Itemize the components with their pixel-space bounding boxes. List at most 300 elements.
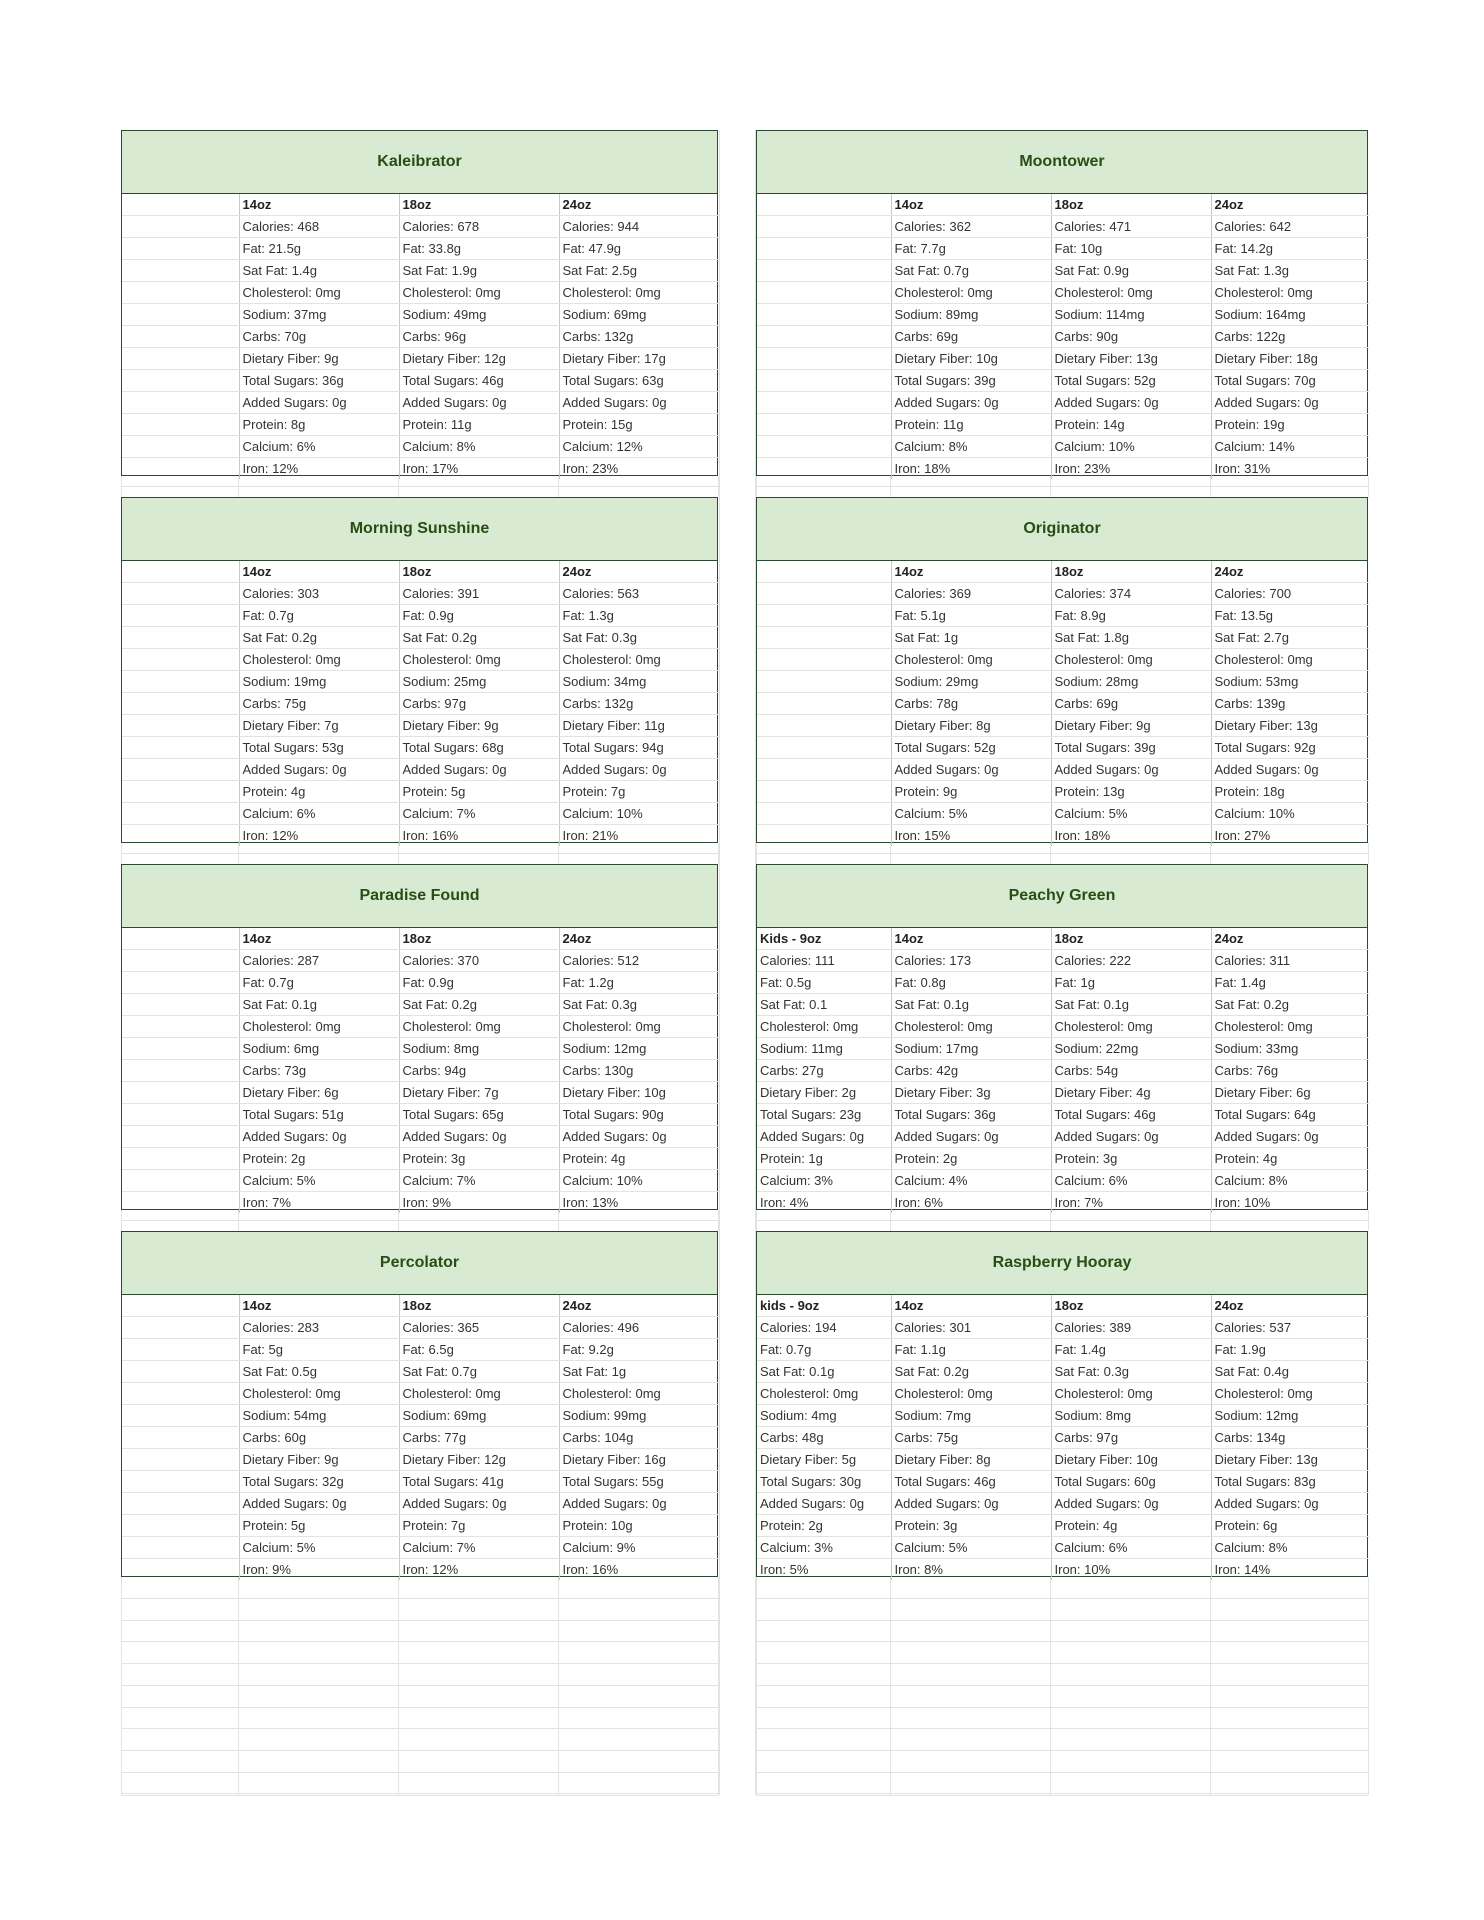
size-label: 14oz [891, 194, 1051, 216]
nutrient-row [122, 759, 719, 781]
nutrient-value: Protein: 5g [399, 781, 559, 803]
nutrient-row [122, 737, 719, 759]
gridline [121, 1707, 718, 1708]
nutrient-row [757, 1515, 1369, 1537]
nutrient-value: Sodium: 12mg [559, 1038, 719, 1060]
empty-cell [122, 216, 239, 238]
gridline [121, 1663, 718, 1664]
nutrient-value: Iron: 10% [1211, 1192, 1369, 1214]
nutrient-value: Calcium: 3% [757, 1537, 891, 1559]
block-title: Percolator [122, 1232, 717, 1295]
nutrient-value: Dietary Fiber: 9g [239, 348, 399, 370]
gridline [121, 1220, 718, 1221]
nutrient-value: Total Sugars: 64g [1211, 1104, 1369, 1126]
nutrient-value: Dietary Fiber: 10g [1051, 1449, 1211, 1471]
empty-cell [122, 1537, 239, 1559]
gridline [121, 486, 718, 487]
nutrient-value: Fat: 47.9g [559, 238, 719, 260]
size-label: 24oz [559, 1295, 719, 1317]
nutrient-value: Calories: 512 [559, 950, 719, 972]
size-label: 14oz [239, 928, 399, 950]
nutrient-value: Sodium: 37mg [239, 304, 399, 326]
gridline [1368, 1210, 1369, 1231]
nutrient-value: Sat Fat: 0.1g [1051, 994, 1211, 1016]
empty-cell [122, 737, 239, 759]
nutrient-row [757, 1339, 1369, 1361]
nutrient-value: Sat Fat: 0.1g [239, 994, 399, 1016]
empty-cell [122, 825, 239, 847]
nutrient-row [122, 1317, 719, 1339]
nutrient-row [757, 759, 1369, 781]
nutrient-value: Calories: 537 [1211, 1317, 1369, 1339]
nutrient-row [757, 1148, 1369, 1170]
nutrient-row [757, 1082, 1369, 1104]
nutrient-row [122, 715, 719, 737]
nutrient-value: Added Sugars: 0g [1211, 759, 1369, 781]
nutrient-value: Carbs: 70g [239, 326, 399, 348]
nutrient-value: Sodium: 4mg [757, 1405, 891, 1427]
empty-cell [122, 1339, 239, 1361]
nutrient-value: Dietary Fiber: 6g [1211, 1082, 1369, 1104]
nutrition-block [756, 1231, 1368, 1577]
size-label: 24oz [1211, 1295, 1369, 1317]
nutrient-value: Cholesterol: 0mg [891, 282, 1051, 304]
gridline [756, 1707, 1368, 1708]
gridline [756, 1220, 1368, 1221]
nutrient-value: Dietary Fiber: 12g [399, 348, 559, 370]
nutrient-row [757, 414, 1369, 436]
nutrient-value: Iron: 14% [1211, 1559, 1369, 1581]
nutrient-value: Sat Fat: 0.3g [1051, 1361, 1211, 1383]
gridline [558, 1577, 559, 1795]
nutrition-table [122, 1295, 719, 1580]
nutrient-value: Fat: 1.3g [559, 605, 719, 627]
nutrient-row [122, 238, 719, 260]
gridline [756, 1210, 757, 1231]
nutrient-value: Iron: 13% [559, 1192, 719, 1214]
empty-cell [122, 928, 239, 950]
empty-cell [757, 583, 891, 605]
empty-cell [122, 194, 239, 216]
nutrient-value: Sat Fat: 0.2g [399, 994, 559, 1016]
nutrient-row [122, 972, 719, 994]
nutrient-value: Calcium: 7% [399, 803, 559, 825]
size-header-row [122, 194, 719, 216]
nutrition-table [757, 928, 1369, 1213]
nutrient-value: Sodium: 25mg [399, 671, 559, 693]
nutrient-value: Iron: 6% [891, 1192, 1051, 1214]
nutrient-value: Protein: 9g [891, 781, 1051, 803]
size-header-row [122, 1295, 719, 1317]
nutrient-value: Dietary Fiber: 9g [239, 1449, 399, 1471]
nutrient-value: Calcium: 8% [891, 436, 1051, 458]
nutrient-row [122, 825, 719, 847]
nutrient-value: Calcium: 5% [239, 1170, 399, 1192]
nutrient-value: Total Sugars: 52g [891, 737, 1051, 759]
nutrient-value: Dietary Fiber: 6g [239, 1082, 399, 1104]
nutrient-value: Total Sugars: 36g [239, 370, 399, 392]
nutrient-row [757, 1104, 1369, 1126]
nutrient-row [122, 1405, 719, 1427]
nutrient-value: Added Sugars: 0g [1051, 1493, 1211, 1515]
nutrient-row [757, 1038, 1369, 1060]
nutrient-row [122, 803, 719, 825]
nutrient-value: Fat: 7.7g [891, 238, 1051, 260]
gridline [121, 1793, 718, 1794]
gridline [121, 1210, 122, 1231]
empty-cell [122, 260, 239, 282]
nutrient-value: Total Sugars: 70g [1211, 370, 1369, 392]
empty-cell [757, 216, 891, 238]
nutrient-value: Fat: 14.2g [1211, 238, 1369, 260]
nutrient-value: Sat Fat: 1.3g [1211, 260, 1369, 282]
size-label: 18oz [1051, 928, 1211, 950]
nutrient-value: Calcium: 8% [1211, 1170, 1369, 1192]
nutrient-row [757, 627, 1369, 649]
size-header-row [757, 561, 1369, 583]
nutrient-value: Dietary Fiber: 7g [399, 1082, 559, 1104]
gridline [1368, 843, 1369, 864]
nutrient-value: Calcium: 10% [1051, 436, 1211, 458]
nutrient-value: Fat: 0.8g [891, 972, 1051, 994]
nutrient-value: Cholesterol: 0mg [757, 1016, 891, 1038]
nutrient-row [757, 803, 1369, 825]
nutrient-value: Sodium: 69mg [399, 1405, 559, 1427]
nutrient-row [122, 605, 719, 627]
nutrient-value: Calcium: 10% [559, 803, 719, 825]
nutrient-value: Added Sugars: 0g [891, 759, 1051, 781]
nutrient-value: Total Sugars: 90g [559, 1104, 719, 1126]
nutrient-value: Total Sugars: 46g [1051, 1104, 1211, 1126]
nutrient-value: Cholesterol: 0mg [239, 1016, 399, 1038]
empty-cell [122, 282, 239, 304]
nutrient-value: Sodium: 6mg [239, 1038, 399, 1060]
empty-cell [757, 803, 891, 825]
nutrient-value: Carbs: 130g [559, 1060, 719, 1082]
nutrient-value: Fat: 5g [239, 1339, 399, 1361]
nutrient-value: Calories: 365 [399, 1317, 559, 1339]
nutrient-value: Cholesterol: 0mg [891, 1383, 1051, 1405]
nutrient-value: Added Sugars: 0g [1051, 759, 1211, 781]
nutrient-value: Sodium: 53mg [1211, 671, 1369, 693]
empty-cell [757, 458, 891, 480]
nutrient-row [757, 458, 1369, 480]
nutrient-value: Carbs: 94g [399, 1060, 559, 1082]
nutrient-value: Protein: 11g [399, 414, 559, 436]
nutrient-row [757, 1405, 1369, 1427]
nutrition-table [122, 928, 719, 1213]
size-label: 24oz [1211, 561, 1369, 583]
block-title: Originator [757, 498, 1367, 561]
size-label: 18oz [399, 1295, 559, 1317]
nutrient-value: Added Sugars: 0g [399, 759, 559, 781]
empty-cell [757, 781, 891, 803]
size-label: 14oz [239, 1295, 399, 1317]
nutrient-value: Added Sugars: 0g [757, 1493, 891, 1515]
nutrient-row [757, 671, 1369, 693]
nutrition-table [757, 1295, 1369, 1580]
nutrient-row [122, 950, 719, 972]
nutrient-value: Sodium: 54mg [239, 1405, 399, 1427]
nutrient-value: Calories: 471 [1051, 216, 1211, 238]
size-label: 18oz [399, 561, 559, 583]
nutrient-value: Carbs: 69g [1051, 693, 1211, 715]
gridline [756, 1793, 1368, 1794]
nutrient-value: Sodium: 28mg [1051, 671, 1211, 693]
nutrition-block [756, 864, 1368, 1210]
nutrient-value: Sat Fat: 0.1g [757, 1361, 891, 1383]
nutrient-row [122, 1515, 719, 1537]
gridline [756, 1598, 1368, 1599]
gridline [398, 476, 399, 497]
empty-cell [122, 1038, 239, 1060]
nutrient-row [122, 392, 719, 414]
nutrient-value: Dietary Fiber: 17g [559, 348, 719, 370]
nutrient-row [757, 972, 1369, 994]
empty-cell [757, 693, 891, 715]
empty-cell [122, 693, 239, 715]
nutrient-row [122, 458, 719, 480]
empty-cell [122, 950, 239, 972]
gridline [756, 1577, 757, 1795]
nutrient-row [757, 282, 1369, 304]
gridline [756, 1685, 1368, 1686]
nutrient-value: Calories: 389 [1051, 1317, 1211, 1339]
gridline [756, 843, 757, 864]
nutrient-value: Calcium: 8% [399, 436, 559, 458]
empty-cell [122, 1126, 239, 1148]
gridline [756, 1620, 1368, 1621]
nutrient-value: Cholesterol: 0mg [891, 649, 1051, 671]
nutrient-value: Protein: 2g [891, 1148, 1051, 1170]
gridline [238, 843, 239, 864]
nutrient-row [757, 605, 1369, 627]
size-label: 14oz [891, 928, 1051, 950]
nutrient-value: Sat Fat: 0.2g [891, 1361, 1051, 1383]
nutrient-value: Carbs: 69g [891, 326, 1051, 348]
nutrient-value: Calcium: 5% [1051, 803, 1211, 825]
empty-cell [757, 348, 891, 370]
nutrient-row [122, 1038, 719, 1060]
nutrient-value: Sat Fat: 0.3g [559, 627, 719, 649]
gridline [1050, 476, 1051, 497]
nutrient-value: Carbs: 139g [1211, 693, 1369, 715]
nutrient-value: Dietary Fiber: 3g [891, 1082, 1051, 1104]
size-label: 18oz [399, 928, 559, 950]
size-header-row [757, 194, 1369, 216]
nutrient-row [757, 1016, 1369, 1038]
nutrient-row [757, 1559, 1369, 1581]
nutrient-value: Carbs: 90g [1051, 326, 1211, 348]
nutrient-row [757, 436, 1369, 458]
gridline [890, 843, 891, 864]
nutrient-value: Dietary Fiber: 9g [1051, 715, 1211, 737]
empty-cell [122, 781, 239, 803]
nutrient-value: Iron: 12% [399, 1559, 559, 1581]
nutrient-value: Total Sugars: 55g [559, 1471, 719, 1493]
empty-cell [757, 759, 891, 781]
nutrient-value: Protein: 2g [757, 1515, 891, 1537]
nutrient-row [757, 1060, 1369, 1082]
nutrient-value: Sat Fat: 0.1g [891, 994, 1051, 1016]
nutrient-value: Added Sugars: 0g [239, 1493, 399, 1515]
nutrient-value: Sodium: 49mg [399, 304, 559, 326]
nutrition-block [756, 130, 1368, 476]
nutrient-value: Fat: 5.1g [891, 605, 1051, 627]
block-title: Peachy Green [757, 865, 1367, 928]
nutrient-value: Added Sugars: 0g [239, 1126, 399, 1148]
nutrient-value: Protein: 3g [891, 1515, 1051, 1537]
nutrient-value: Added Sugars: 0g [559, 1493, 719, 1515]
nutrient-value: Total Sugars: 83g [1211, 1471, 1369, 1493]
gridline [398, 1577, 399, 1795]
empty-cell [122, 1361, 239, 1383]
gridline [756, 853, 1368, 854]
nutrition-block [756, 497, 1368, 843]
nutrient-value: Protein: 10g [559, 1515, 719, 1537]
nutrient-value: Cholesterol: 0mg [1051, 1383, 1211, 1405]
nutrient-value: Sat Fat: 0.1 [757, 994, 891, 1016]
nutrient-value: Sat Fat: 1.4g [239, 260, 399, 282]
nutrient-value: Protein: 3g [1051, 1148, 1211, 1170]
nutrient-value: Added Sugars: 0g [891, 392, 1051, 414]
nutrient-row [122, 216, 719, 238]
empty-cell [122, 1471, 239, 1493]
nutrient-value: Carbs: 76g [1211, 1060, 1369, 1082]
nutrient-value: Cholesterol: 0mg [399, 282, 559, 304]
nutrient-value: Protein: 4g [1051, 1515, 1211, 1537]
empty-cell [122, 1104, 239, 1126]
nutrient-value: Carbs: 134g [1211, 1427, 1369, 1449]
empty-cell [757, 436, 891, 458]
nutrient-value: Cholesterol: 0mg [399, 1016, 559, 1038]
nutrient-value: Sat Fat: 0.7g [891, 260, 1051, 282]
nutrient-row [122, 348, 719, 370]
block-title: Morning Sunshine [122, 498, 717, 561]
nutrient-row [757, 392, 1369, 414]
nutrient-value: Sat Fat: 0.2g [239, 627, 399, 649]
empty-cell [122, 348, 239, 370]
nutrient-value: Cholesterol: 0mg [559, 649, 719, 671]
nutrient-value: Iron: 16% [399, 825, 559, 847]
gridline [756, 476, 757, 497]
nutrient-value: Calories: 173 [891, 950, 1051, 972]
nutrient-value: Iron: 12% [239, 458, 399, 480]
gridline [121, 853, 718, 854]
nutrient-row [757, 583, 1369, 605]
nutrient-value: Carbs: 132g [559, 693, 719, 715]
nutrient-value: Added Sugars: 0g [1211, 392, 1369, 414]
nutrient-row [757, 326, 1369, 348]
nutrient-value: Sodium: 33mg [1211, 1038, 1369, 1060]
nutrient-value: Cholesterol: 0mg [1211, 282, 1369, 304]
nutrient-row [122, 1339, 719, 1361]
nutrient-row [122, 693, 719, 715]
empty-cell [757, 627, 891, 649]
nutrient-row [757, 1471, 1369, 1493]
block-title: Kaleibrator [122, 131, 717, 194]
empty-cell [122, 1493, 239, 1515]
nutrient-value: Calcium: 6% [239, 436, 399, 458]
empty-cell [122, 414, 239, 436]
nutrient-value: Dietary Fiber: 8g [891, 1449, 1051, 1471]
gridline [1368, 476, 1369, 497]
nutrient-row [122, 370, 719, 392]
nutrient-value: Total Sugars: 63g [559, 370, 719, 392]
gridline [756, 1641, 1368, 1642]
size-label: 24oz [559, 561, 719, 583]
size-label: 14oz [891, 1295, 1051, 1317]
nutrient-row [122, 1493, 719, 1515]
gridline [756, 1795, 1368, 1796]
nutrient-value: Cholesterol: 0mg [559, 282, 719, 304]
nutrient-value: Fat: 21.5g [239, 238, 399, 260]
nutrient-row [122, 1361, 719, 1383]
nutrient-value: Calcium: 8% [1211, 1537, 1369, 1559]
nutrient-value: Added Sugars: 0g [757, 1126, 891, 1148]
nutrient-row [122, 414, 719, 436]
nutrient-value: Carbs: 27g [757, 1060, 891, 1082]
nutrient-value: Fat: 0.9g [399, 972, 559, 994]
nutrient-value: Calories: 362 [891, 216, 1051, 238]
nutrient-value: Sodium: 89mg [891, 304, 1051, 326]
nutrient-row [757, 1449, 1369, 1471]
nutrient-value: Total Sugars: 65g [399, 1104, 559, 1126]
nutrient-value: Calories: 111 [757, 950, 891, 972]
gridline [756, 1663, 1368, 1664]
nutrient-row [757, 1427, 1369, 1449]
nutrient-value: Cholesterol: 0mg [239, 1383, 399, 1405]
size-header-row [122, 561, 719, 583]
nutrition-table [122, 561, 719, 846]
nutrient-value: Cholesterol: 0mg [559, 1016, 719, 1038]
nutrition-table [757, 194, 1369, 479]
nutrient-value: Calcium: 10% [559, 1170, 719, 1192]
nutrient-value: Cholesterol: 0mg [1211, 649, 1369, 671]
empty-cell [757, 649, 891, 671]
empty-cell [122, 1016, 239, 1038]
block-title: Raspberry Hooray [757, 1232, 1367, 1295]
nutrient-value: Sat Fat: 0.9g [1051, 260, 1211, 282]
nutrient-value: Protein: 6g [1211, 1515, 1369, 1537]
empty-cell [122, 238, 239, 260]
nutrient-value: Protein: 19g [1211, 414, 1369, 436]
nutrient-value: Iron: 23% [1051, 458, 1211, 480]
nutrient-value: Calcium: 14% [1211, 436, 1369, 458]
empty-cell [122, 627, 239, 649]
nutrient-value: Sat Fat: 0.2g [1211, 994, 1369, 1016]
empty-cell [757, 238, 891, 260]
nutrient-value: Carbs: 122g [1211, 326, 1369, 348]
empty-cell [757, 605, 891, 627]
nutrient-row [757, 216, 1369, 238]
gridline [1210, 843, 1211, 864]
nutrient-value: Calcium: 5% [891, 1537, 1051, 1559]
empty-cell [122, 1170, 239, 1192]
nutrient-value: Iron: 8% [891, 1559, 1051, 1581]
nutrient-value: Sat Fat: 0.2g [399, 627, 559, 649]
nutrient-value: Sodium: 99mg [559, 1405, 719, 1427]
empty-cell [122, 649, 239, 671]
empty-cell [122, 458, 239, 480]
empty-cell [122, 1405, 239, 1427]
nutrient-value: Fat: 0.9g [399, 605, 559, 627]
size-label: 24oz [1211, 194, 1369, 216]
empty-cell [122, 326, 239, 348]
empty-cell [122, 1148, 239, 1170]
nutrient-value: Cholesterol: 0mg [559, 1383, 719, 1405]
nutrient-value: Added Sugars: 0g [399, 1126, 559, 1148]
